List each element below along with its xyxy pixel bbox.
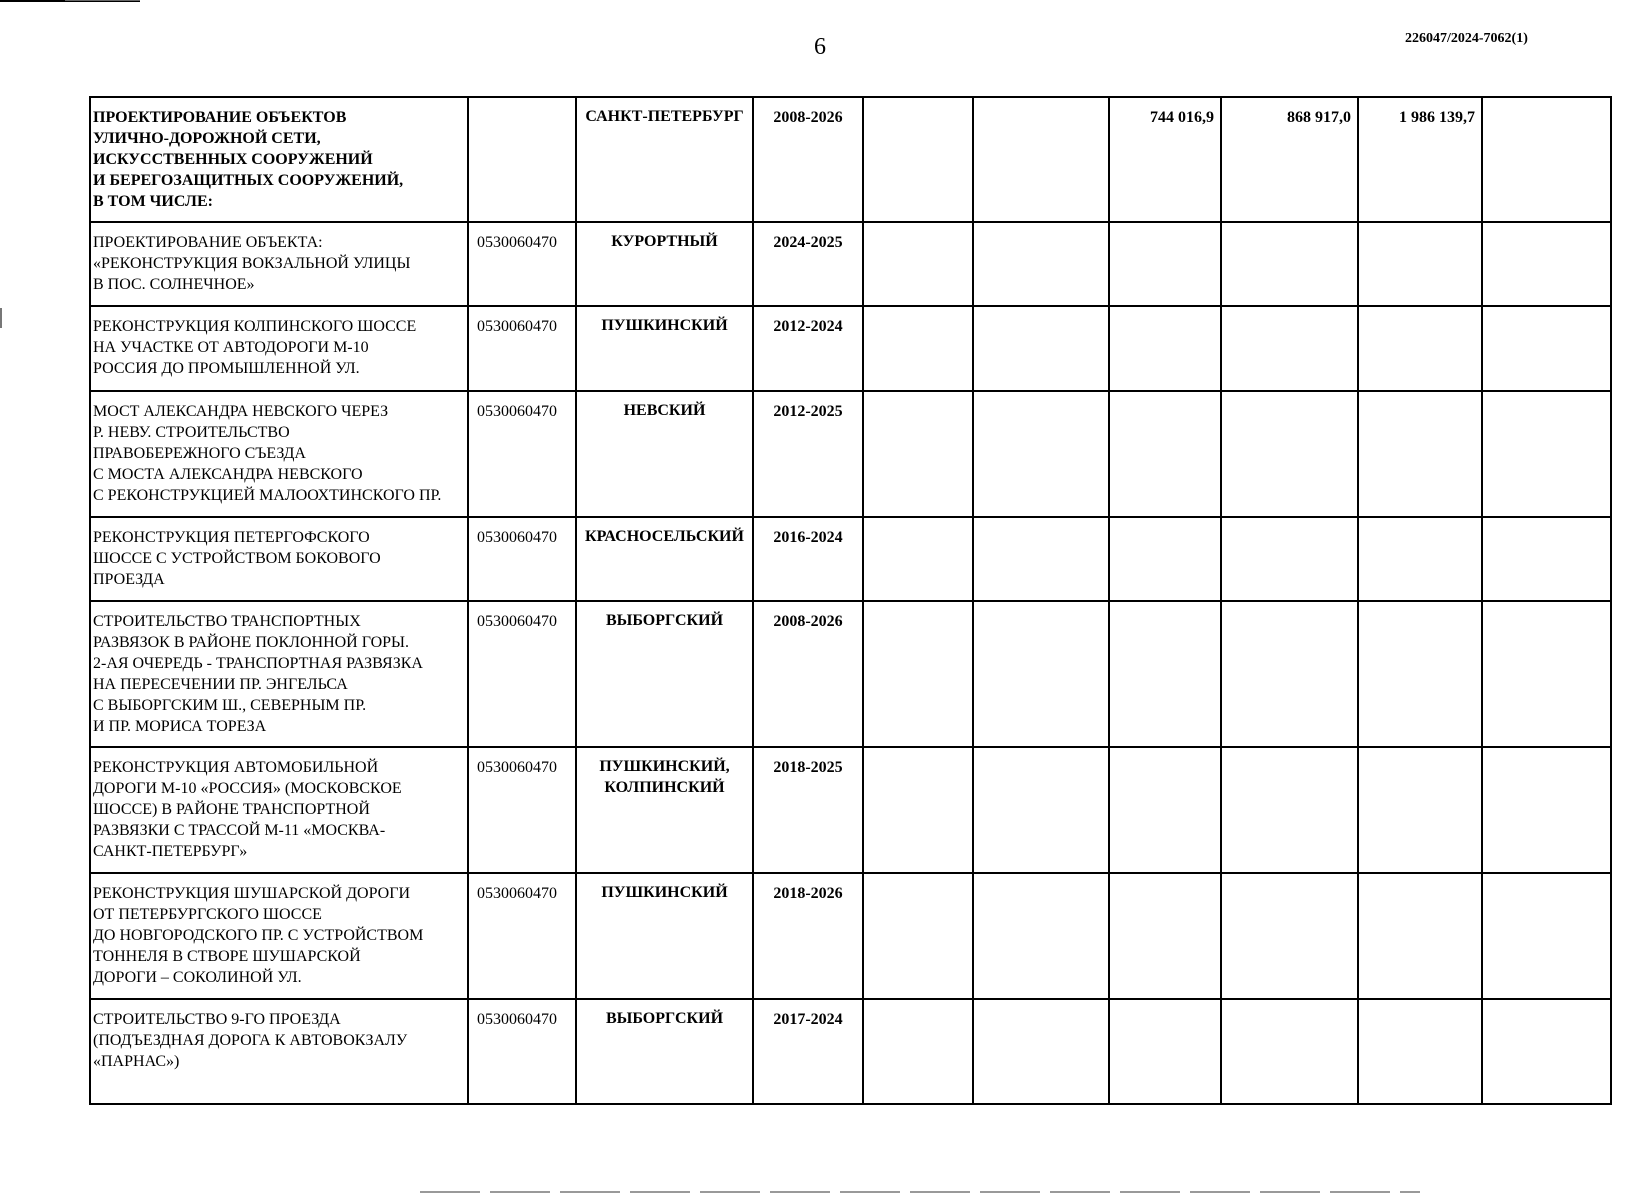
amount-cell bbox=[1358, 222, 1482, 306]
table-row bbox=[90, 747, 1611, 873]
period-cell: 2024-2025 bbox=[753, 222, 863, 306]
table-row bbox=[90, 601, 1611, 747]
amount-cell bbox=[1482, 391, 1611, 517]
period-cell: 2012-2025 bbox=[753, 391, 863, 517]
amount-cell bbox=[1358, 517, 1482, 601]
amount-cell bbox=[1221, 391, 1358, 517]
period-cell: 2008-2026 bbox=[753, 97, 863, 222]
table-row bbox=[90, 97, 1611, 222]
object-name-cell: ПРОЕКТИРОВАНИЕ ОБЪЕКТА: «РЕКОНСТРУКЦИЯ ВОКЗАЛЬНОЙ УЛИЦЫ В ПОС. СОЛНЕЧНОЕ» bbox=[90, 222, 468, 306]
table-row bbox=[90, 391, 1611, 517]
district-cell: ПУШКИНСКИЙ bbox=[576, 306, 753, 391]
projects-table bbox=[89, 96, 1612, 1105]
amount-cell bbox=[1109, 517, 1221, 601]
period-cell: 2012-2024 bbox=[753, 306, 863, 391]
amount-cell bbox=[1358, 873, 1482, 999]
amount-cell bbox=[1358, 999, 1482, 1104]
amount-cell bbox=[1221, 601, 1358, 747]
table-row bbox=[90, 999, 1611, 1104]
amount-cell bbox=[1358, 391, 1482, 517]
amount-cell bbox=[1482, 747, 1611, 873]
amount-cell bbox=[863, 999, 973, 1104]
amount-cell bbox=[1482, 222, 1611, 306]
amount-cell bbox=[1109, 306, 1221, 391]
amount-cell bbox=[863, 747, 973, 873]
district-cell: САНКТ-ПЕТЕРБУРГ bbox=[576, 97, 753, 222]
scan-edge-mark bbox=[65, 0, 140, 1]
amount-cell bbox=[1221, 517, 1358, 601]
district-cell: КРАСНОСЕЛЬСКИЙ bbox=[576, 517, 753, 601]
object-name-cell: МОСТ АЛЕКСАНДРА НЕВСКОГО ЧЕРЕЗ Р. НЕВУ. СТРОИТЕЛЬСТВО ПРАВОБЕРЕЖНОГО СЪЕЗДА С МОСТА АЛЕКСАНДРА НЕВСКОГО С РЕКОНСТРУКЦИЕЙ МАЛООХТИНСКОГО ПР. bbox=[90, 391, 468, 517]
amount-cell bbox=[1221, 747, 1358, 873]
object-name-cell: РЕКОНСТРУКЦИЯ ШУШАРСКОЙ ДОРОГИ ОТ ПЕТЕРБУРГСКОГО ШОССЕ ДО НОВГОРОДСКОГО ПР. С УСТРОЙСТВОМ ТОННЕЛЯ В СТВОРЕ ШУШАРСКОЙ ДОРОГИ – СОКОЛИНОЙ УЛ. bbox=[90, 873, 468, 999]
amount-cell bbox=[973, 97, 1109, 222]
amount-cell bbox=[863, 601, 973, 747]
table-row bbox=[90, 517, 1611, 601]
scan-edge-mark bbox=[420, 1191, 1420, 1193]
amount-cell bbox=[973, 306, 1109, 391]
table-row bbox=[90, 306, 1611, 391]
target-code-cell: 0530060470 bbox=[468, 601, 576, 747]
object-name-cell: РЕКОНСТРУКЦИЯ КОЛПИНСКОГО ШОССЕ НА УЧАСТКЕ ОТ АВТОДОРОГИ М-10 РОССИЯ ДО ПРОМЫШЛЕННОЙ УЛ. bbox=[90, 306, 468, 391]
amount-cell bbox=[1482, 306, 1611, 391]
district-cell: ПУШКИНСКИЙ bbox=[576, 873, 753, 999]
amount-cell bbox=[973, 747, 1109, 873]
table-row bbox=[90, 873, 1611, 999]
object-name-cell: СТРОИТЕЛЬСТВО 9-ГО ПРОЕЗДА (ПОДЪЕЗДНАЯ ДОРОГА К АВТОВОКЗАЛУ «ПАРНАС») bbox=[90, 999, 468, 1104]
amount-cell bbox=[1109, 601, 1221, 747]
amount-cell bbox=[1221, 999, 1358, 1104]
amount-cell bbox=[1109, 999, 1221, 1104]
amount-cell bbox=[1358, 306, 1482, 391]
target-code-cell: 0530060470 bbox=[468, 747, 576, 873]
amount-cell bbox=[863, 306, 973, 391]
page-number: 6 bbox=[814, 34, 826, 60]
object-name-cell: РЕКОНСТРУКЦИЯ ПЕТЕРГОФСКОГО ШОССЕ С УСТРОЙСТВОМ БОКОВОГО ПРОЕЗДА bbox=[90, 517, 468, 601]
amount-cell bbox=[973, 222, 1109, 306]
target-code-cell: 0530060470 bbox=[468, 517, 576, 601]
target-code-cell bbox=[468, 97, 576, 222]
district-cell: ВЫБОРГСКИЙ bbox=[576, 999, 753, 1104]
amount-cell bbox=[1109, 747, 1221, 873]
amount-cell bbox=[863, 97, 973, 222]
amount-cell bbox=[1482, 873, 1611, 999]
amount-cell bbox=[1482, 97, 1611, 222]
amount-cell bbox=[1358, 601, 1482, 747]
amount-cell bbox=[863, 517, 973, 601]
amount-cell: 868 917,0 bbox=[1221, 97, 1358, 222]
amount-cell bbox=[863, 873, 973, 999]
district-cell: ПУШКИНСКИЙ, КОЛПИНСКИЙ bbox=[576, 747, 753, 873]
amount-cell bbox=[1482, 601, 1611, 747]
period-cell: 2016-2024 bbox=[753, 517, 863, 601]
period-cell: 2018-2026 bbox=[753, 873, 863, 999]
amount-cell bbox=[973, 517, 1109, 601]
amount-cell bbox=[863, 222, 973, 306]
amount-cell bbox=[1109, 873, 1221, 999]
target-code-cell: 0530060470 bbox=[468, 391, 576, 517]
amount-cell bbox=[1109, 391, 1221, 517]
table-row bbox=[90, 222, 1611, 306]
target-code-cell: 0530060470 bbox=[468, 222, 576, 306]
amount-cell: 744 016,9 bbox=[1109, 97, 1221, 222]
target-code-cell: 0530060470 bbox=[468, 999, 576, 1104]
object-name-cell: РЕКОНСТРУКЦИЯ АВТОМОБИЛЬНОЙ ДОРОГИ М-10 «РОССИЯ» (МОСКОВСКОЕ ШОССЕ) В РАЙОНЕ ТРАНСПОРТНОЙ РАЗВЯЗКИ С ТРАССОЙ М-11 «МОСКВА- САНКТ-ПЕТЕРБУРГ» bbox=[90, 747, 468, 873]
amount-cell bbox=[1109, 222, 1221, 306]
district-cell: НЕВСКИЙ bbox=[576, 391, 753, 517]
target-code-cell: 0530060470 bbox=[468, 873, 576, 999]
target-code-cell: 0530060470 bbox=[468, 306, 576, 391]
period-cell: 2008-2026 bbox=[753, 601, 863, 747]
amount-cell bbox=[1221, 873, 1358, 999]
amount-cell bbox=[1221, 222, 1358, 306]
amount-cell: 1 986 139,7 bbox=[1358, 97, 1482, 222]
object-name-cell: ПРОЕКТИРОВАНИЕ ОБЪЕКТОВ УЛИЧНО-ДОРОЖНОЙ СЕТИ, ИСКУССТВЕННЫХ СООРУЖЕНИЙ И БЕРЕГОЗАЩИТНЫХ СООРУЖЕНИЙ, В ТОМ ЧИСЛЕ: bbox=[90, 97, 468, 222]
amount-cell bbox=[1482, 999, 1611, 1104]
document-id: 226047/2024-7062(1) bbox=[1405, 31, 1528, 46]
amount-cell bbox=[1482, 517, 1611, 601]
amount-cell bbox=[973, 601, 1109, 747]
district-cell: ВЫБОРГСКИЙ bbox=[576, 601, 753, 747]
amount-cell bbox=[973, 391, 1109, 517]
scan-edge-mark bbox=[0, 308, 2, 328]
period-cell: 2017-2024 bbox=[753, 999, 863, 1104]
amount-cell bbox=[1221, 306, 1358, 391]
period-cell: 2018-2025 bbox=[753, 747, 863, 873]
amount-cell bbox=[973, 873, 1109, 999]
amount-cell bbox=[973, 999, 1109, 1104]
district-cell: КУРОРТНЫЙ bbox=[576, 222, 753, 306]
object-name-cell: СТРОИТЕЛЬСТВО ТРАНСПОРТНЫХ РАЗВЯЗОК В РАЙОНЕ ПОКЛОННОЙ ГОРЫ. 2-АЯ ОЧЕРЕДЬ - ТРАНСПОРТНАЯ РАЗВЯЗКА НА ПЕРЕСЕЧЕНИИ ПР. ЭНГЕЛЬСА С ВЫБОРГСКИМ Ш., СЕВЕРНЫМ ПР. И ПР. МОРИСА ТОРЕЗА bbox=[90, 601, 468, 747]
amount-cell bbox=[1358, 747, 1482, 873]
amount-cell bbox=[863, 391, 973, 517]
